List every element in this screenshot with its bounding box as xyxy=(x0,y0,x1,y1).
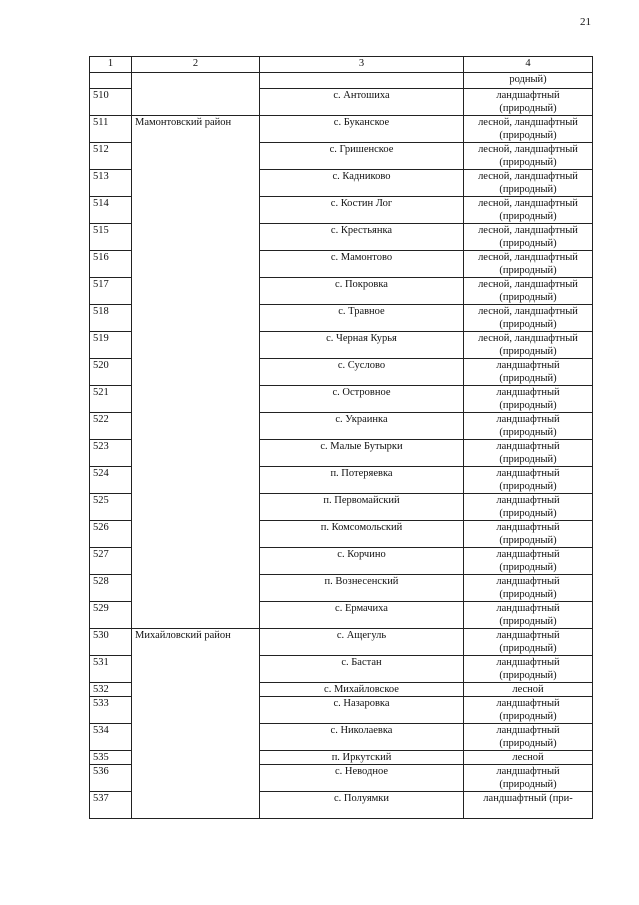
district-cell: Мамонтовский район xyxy=(132,116,260,629)
settlement-cell: с. Крестьянка xyxy=(260,224,464,251)
table-row xyxy=(90,73,593,89)
row-number: 534 xyxy=(90,724,132,751)
type-cell: ландшафтный (природный) xyxy=(464,724,593,751)
type-cell: лесной, ландшафтный (природный) xyxy=(464,224,593,251)
table-row xyxy=(90,116,593,143)
row-number: 526 xyxy=(90,521,132,548)
type-cell: ландшафтный (природный) xyxy=(464,359,593,386)
row-number: 532 xyxy=(90,683,132,697)
settlement-cell: с. Антошиха xyxy=(260,89,464,116)
row-number: 529 xyxy=(90,602,132,629)
settlement-cell: п. Первомайский xyxy=(260,494,464,521)
type-cell: лесной xyxy=(464,683,593,697)
row-number: 514 xyxy=(90,197,132,224)
type-cell: ландшафтный (природный) xyxy=(464,575,593,602)
header-row xyxy=(90,57,593,73)
settlement-cell: с. Ермачиха xyxy=(260,602,464,629)
type-cell: ландшафтный (при- xyxy=(464,792,593,819)
header-cell-4: 4 xyxy=(464,57,593,73)
settlement-cell: с. Малые Бутырки xyxy=(260,440,464,467)
settlement-cell: п. Комсомольский xyxy=(260,521,464,548)
type-cell: ландшафтный (природный) xyxy=(464,521,593,548)
district-cell: Михайловский район xyxy=(132,629,260,819)
row-number: 517 xyxy=(90,278,132,305)
settlement-cell: п. Потеряевка xyxy=(260,467,464,494)
settlement-cell: с. Островное xyxy=(260,386,464,413)
settlement-cell: с. Суслово xyxy=(260,359,464,386)
row-number xyxy=(90,73,132,89)
row-number: 516 xyxy=(90,251,132,278)
row-number: 520 xyxy=(90,359,132,386)
settlement-cell: с. Кадниково xyxy=(260,170,464,197)
settlement-cell: с. Костин Лог xyxy=(260,197,464,224)
type-cell: лесной, ландшафтный (природный) xyxy=(464,278,593,305)
row-number: 519 xyxy=(90,332,132,359)
type-cell: лесной, ландшафтный (природный) xyxy=(464,116,593,143)
row-number: 525 xyxy=(90,494,132,521)
type-cell: ландшафтный (природный) xyxy=(464,386,593,413)
type-cell: ландшафтный (природный) xyxy=(464,440,593,467)
settlement-cell: с. Покровка xyxy=(260,278,464,305)
type-cell: лесной xyxy=(464,751,593,765)
row-number: 510 xyxy=(90,89,132,116)
row-number: 527 xyxy=(90,548,132,575)
type-cell: ландшафтный (природный) xyxy=(464,467,593,494)
type-cell: ландшафтный (природный) xyxy=(464,413,593,440)
row-number: 537 xyxy=(90,792,132,819)
header-cell-2: 2 xyxy=(132,57,260,73)
type-cell: лесной, ландшафтный (природный) xyxy=(464,251,593,278)
settlement-cell: с. Травное xyxy=(260,305,464,332)
type-cell: ландшафтный (природный) xyxy=(464,548,593,575)
header-cell-3: 3 xyxy=(260,57,464,73)
row-number: 513 xyxy=(90,170,132,197)
type-cell: лесной, ландшафтный (природный) xyxy=(464,143,593,170)
header-cell-1: 1 xyxy=(90,57,132,73)
row-number: 522 xyxy=(90,413,132,440)
settlement-cell: п. Иркутский xyxy=(260,751,464,765)
settlement-cell: с. Михайловское xyxy=(260,683,464,697)
settlement-cell: с. Назаровка xyxy=(260,697,464,724)
row-number: 528 xyxy=(90,575,132,602)
settlement-cell: с. Полуямки xyxy=(260,792,464,819)
settlement-cell: с. Украинка xyxy=(260,413,464,440)
type-cell: родный) xyxy=(464,73,593,89)
settlement-cell: с. Черная Курья xyxy=(260,332,464,359)
type-cell: ландшафтный (природный) xyxy=(464,765,593,792)
row-number: 512 xyxy=(90,143,132,170)
settlement-cell: с. Бастан xyxy=(260,656,464,683)
settlement-cell: с. Ащегуль xyxy=(260,629,464,656)
row-number: 536 xyxy=(90,765,132,792)
type-cell: лесной, ландшафтный (природный) xyxy=(464,170,593,197)
row-number: 531 xyxy=(90,656,132,683)
type-cell: лесной, ландшафтный (природный) xyxy=(464,332,593,359)
row-number: 524 xyxy=(90,467,132,494)
settlement-cell: п. Вознесенский xyxy=(260,575,464,602)
type-cell: лесной, ландшафтный (природный) xyxy=(464,197,593,224)
settlement-cell: с. Николаевка xyxy=(260,724,464,751)
row-number: 515 xyxy=(90,224,132,251)
row-number: 533 xyxy=(90,697,132,724)
settlement-cell xyxy=(260,73,464,89)
type-cell: ландшафтный (природный) xyxy=(464,697,593,724)
settlement-cell: с. Буканское xyxy=(260,116,464,143)
settlement-cell: с. Гришенское xyxy=(260,143,464,170)
type-cell: лесной, ландшафтный (природный) xyxy=(464,305,593,332)
type-cell: ландшафтный (природный) xyxy=(464,656,593,683)
row-number: 511 xyxy=(90,116,132,143)
type-cell: ландшафтный (природный) xyxy=(464,602,593,629)
settlements-table xyxy=(89,56,593,819)
settlement-cell: с. Мамонтово xyxy=(260,251,464,278)
row-number: 535 xyxy=(90,751,132,765)
row-number: 523 xyxy=(90,440,132,467)
type-cell: ландшафтный (природный) xyxy=(464,89,593,116)
settlement-cell: с. Корчино xyxy=(260,548,464,575)
row-number: 521 xyxy=(90,386,132,413)
page-number: 21 xyxy=(580,16,591,28)
district-cell xyxy=(132,73,260,116)
row-number: 518 xyxy=(90,305,132,332)
table-row xyxy=(90,629,593,656)
type-cell: ландшафтный (природный) xyxy=(464,494,593,521)
type-cell: ландшафтный (природный) xyxy=(464,629,593,656)
row-number: 530 xyxy=(90,629,132,656)
settlement-cell: с. Неводное xyxy=(260,765,464,792)
